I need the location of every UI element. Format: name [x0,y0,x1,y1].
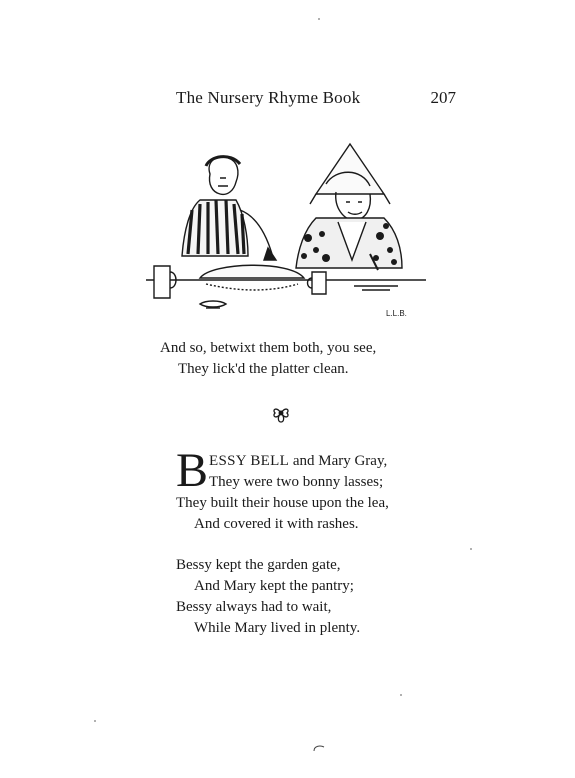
verse-line: While Mary lived in plenty. [194,620,361,636]
paper-speck [470,548,472,550]
stanza-continuation [160,338,376,380]
dinner-table-illustration [140,138,430,323]
page-number: 207 [430,88,456,107]
book-title: The Nursery Rhyme Book [176,88,361,107]
verse-line: Bessy kept the garden gate, [176,557,341,573]
verse-line: And Mary kept the pantry; [194,578,354,594]
paper-speck [318,18,320,20]
paper-speck [400,694,402,696]
illustrator-signature: L.L.B. [386,309,407,318]
paper-speck [94,720,96,722]
verse-line: Bessy always had to wait, [176,599,332,615]
fleuron-icon [270,402,292,424]
verse-line-rest: and Mary Gray, [289,453,388,469]
verse-line: And so, betwixt them both, you see, [160,340,377,356]
running-header [176,88,456,112]
small-caps-name: ESSY BELL [209,453,290,469]
verse-line: And covered it with rashes. [194,516,359,532]
poem-bessy-bell [176,444,389,535]
stanza-second [176,555,360,639]
printer-mark-icon [312,744,326,752]
drop-cap: B [176,444,209,497]
verse-line: They lick'd the platter clean. [178,361,349,377]
verse-line: They built their house upon the lea, [176,495,389,511]
verse-line: They were two bonny lasses; [209,474,384,490]
